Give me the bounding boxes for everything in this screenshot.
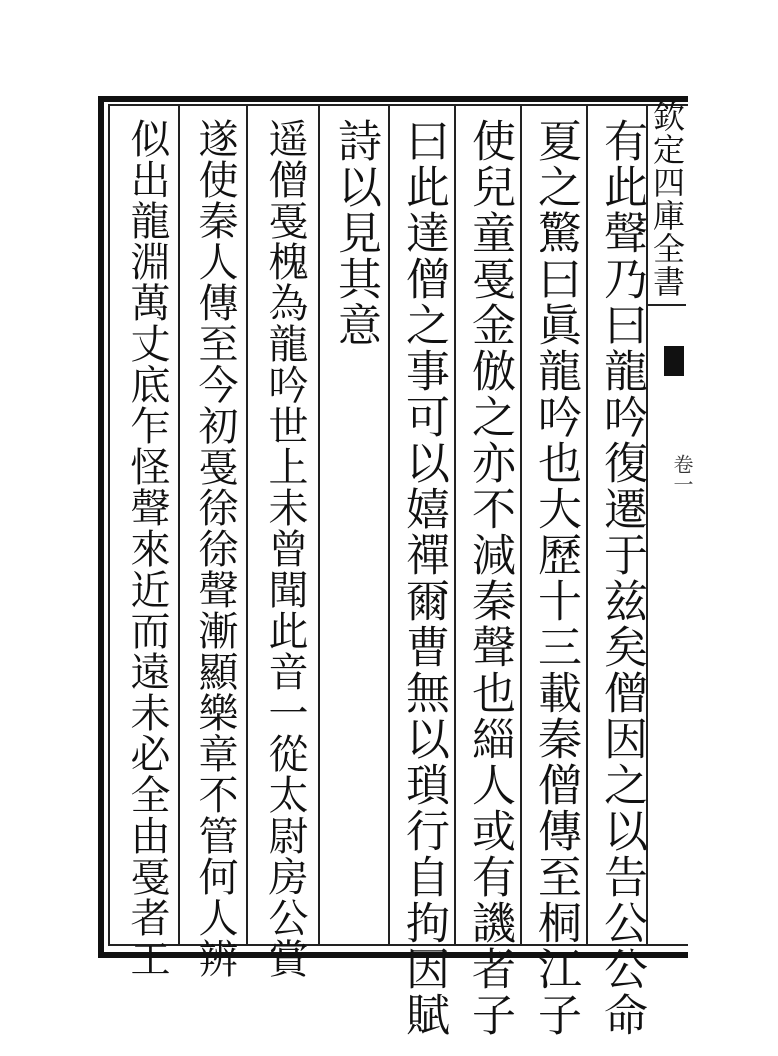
text-column: 夏之驚曰眞龍吟也大歷十三載秦僧傳至桐江子 xyxy=(530,118,581,1038)
text-column: 曰此達僧之事可以嬉禪爾曹無以瑣行自拘因賦 xyxy=(398,118,449,1038)
text-column: 詩以見其意 xyxy=(330,118,381,348)
book-title: 欽定四庫全書 xyxy=(648,100,686,306)
text-column: 有此聲乃曰龍吟復遷于兹矣僧因之以告公公命 xyxy=(596,118,647,1038)
text-column: 似出龍淵萬丈底乍怪聲來近而遠未必全由戞者工 xyxy=(124,118,170,979)
fish-tail-mark xyxy=(664,346,684,376)
column-divider xyxy=(586,106,588,944)
text-column: 遥僧戞槐為龍吟世上未曾聞此音一從太尉房公賞 xyxy=(262,118,308,979)
text-column: 遂使秦人傳至今初戞徐徐聲漸顯樂章不管何人辨 xyxy=(192,118,238,979)
column-divider xyxy=(520,106,522,944)
column-divider xyxy=(454,106,456,944)
column-divider xyxy=(318,106,320,944)
column-divider xyxy=(388,106,390,944)
text-column: 使兒童戞金倣之亦不減秦聲也緇人或有譏者子 xyxy=(464,118,515,1038)
column-divider xyxy=(178,106,180,944)
volume-label: 卷一 xyxy=(670,454,694,494)
column-divider xyxy=(246,106,248,944)
